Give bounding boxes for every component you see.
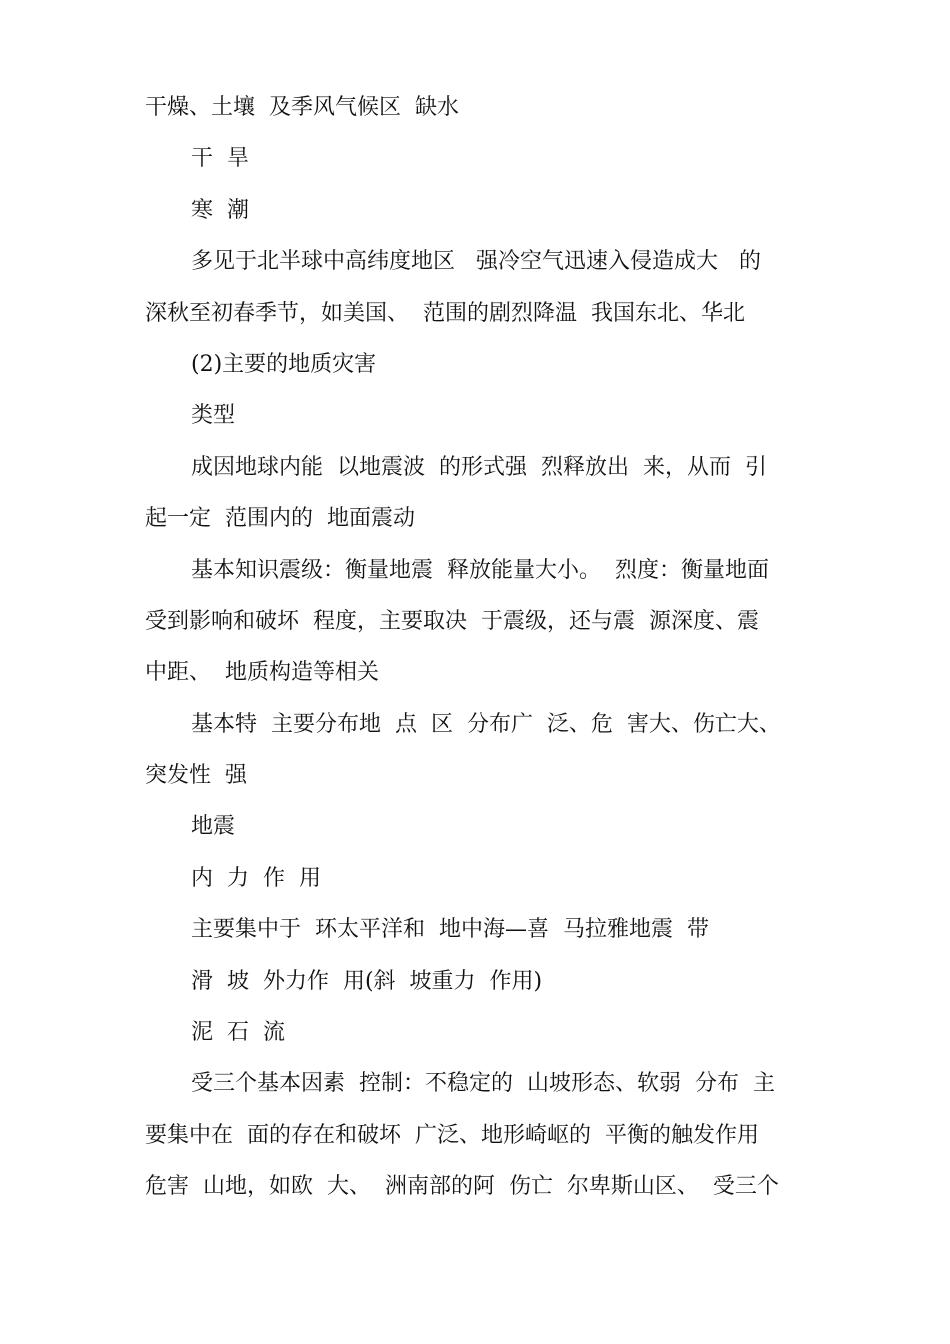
text-line: 泥 石 流 (191, 1020, 285, 1046)
text-line: 突发性 强 (145, 763, 247, 789)
text-line: 危害 山地，如欧 大、 洲南部的阿 伤亡 尔卑斯山区、 受三个 (145, 1174, 779, 1200)
text-line: 内 力 作 用 (191, 865, 321, 891)
text-line: 寒 潮 (191, 197, 249, 223)
text-line: 受三个基本因素 控制：不稳定的 山坡形态、软弱 分布 主 (191, 1071, 775, 1097)
text-line: 地震 (191, 814, 236, 840)
text-line: 起一定 范围内的 地面震动 (145, 506, 415, 532)
text-line: 类型 (191, 403, 236, 429)
text-line: 中距、 地质构造等相关 (145, 660, 379, 686)
text-line: 干燥、土壤 及季风气候区 缺水 (145, 95, 459, 120)
text-line: 基本特 主要分布地 点 区 分布广 泛、危 害大、伤亡大、 (191, 711, 781, 737)
section-heading: (2)主要的地质灾害 (191, 351, 377, 377)
document-body (145, 82, 810, 1213)
text-line: 多见于北半球中高纬度地区 强冷空气迅速入侵造成大 的 (191, 249, 761, 275)
text-line: 基本知识震级：衡量地震 释放能量大小。 烈度：衡量地面 (191, 557, 769, 583)
text-line: 滑 坡 外力作 用(斜 坡重力 作用) (191, 968, 543, 994)
text-line: 主要集中于 环太平洋和 地中海—喜 马拉雅地震 带 (191, 917, 709, 943)
text-line: 受到影响和破坏 程度，主要取决 于震级，还与震 源深度、震 (145, 608, 759, 634)
text-line: 要集中在 面的存在和破坏 广泛、地形崎岖的 平衡的触发作用 (145, 1122, 759, 1148)
text-line: 成因地球内能 以地震波 的形式强 烈释放出 来，从而 引 (191, 454, 767, 480)
text-line: 深秋至初春季节，如美国、 范围的剧烈降温 我国东北、华北 (145, 300, 745, 326)
text-line: 干 旱 (191, 146, 249, 172)
